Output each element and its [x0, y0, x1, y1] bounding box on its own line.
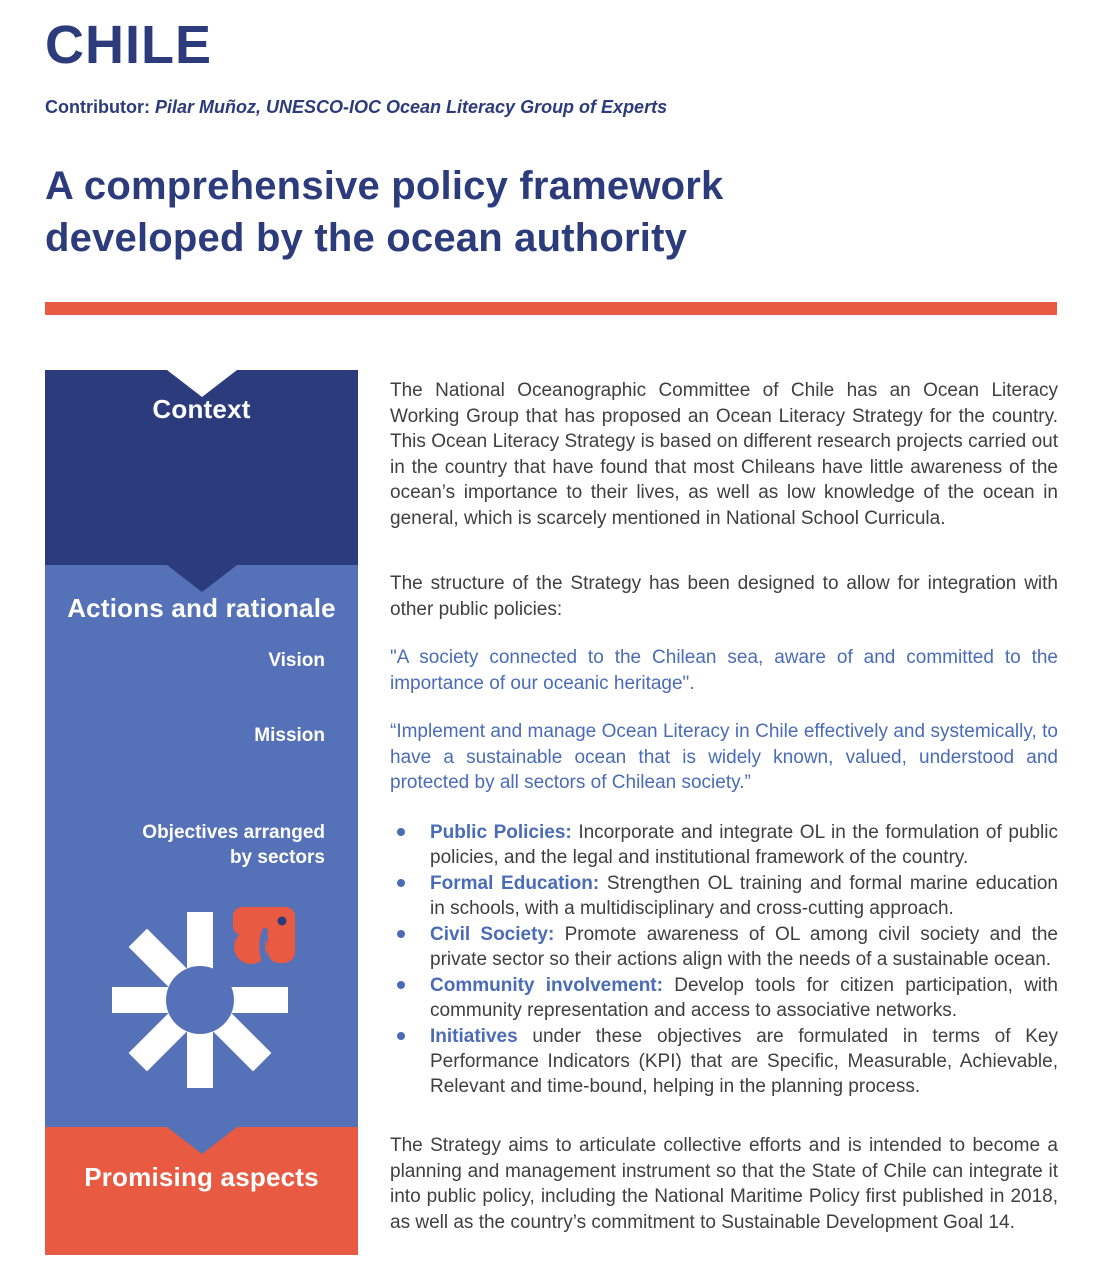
objective-lead: Initiatives — [430, 1026, 518, 1047]
chevron-down-icon — [167, 1127, 237, 1154]
objective-text: Incorporate and integrate OL in the formulation of public policies, and the legal and institutional framework of the country. — [430, 822, 1058, 868]
list-item — [390, 922, 1058, 972]
objective-text: Develop tools for citizen participation, with community representation and access to associative networks. — [430, 975, 1058, 1021]
contributor-name: Pilar Muñoz, UNESCO-IOC Ocean Literacy Group of Experts — [154, 97, 668, 117]
bullet-icon — [397, 930, 405, 938]
page-title — [45, 160, 905, 264]
vision-label: Vision — [268, 650, 325, 671]
objectives-list — [390, 820, 1058, 1100]
objective-text: Promote awareness of OL among civil society and the private sector so their actions align with the needs of a sustainable ocean. — [430, 924, 1058, 970]
list-item — [390, 1024, 1058, 1099]
contributor-line — [45, 97, 667, 118]
country-title: CHILE — [45, 15, 212, 75]
mission-label: Mission — [254, 725, 325, 746]
chevron-down-icon — [167, 370, 237, 397]
bullet-icon — [397, 981, 405, 989]
structure-paragraph: The structure of the Strategy has been designed to allow for integration with other public policies: — [390, 573, 1058, 620]
objective-text: Strengthen OL training and formal marine education in schools, with a multidisciplinary and cross-cutting approach. — [430, 873, 1058, 919]
objective-lead: Formal Education: — [430, 873, 600, 894]
bullet-icon — [397, 879, 405, 887]
objectives-label: Objectives arranged by sectors — [142, 822, 325, 868]
objective-lead: Public Policies: — [430, 822, 572, 843]
asterisk-flower-logo-icon — [100, 895, 300, 1095]
sidebar-section-promising — [45, 1127, 358, 1255]
bullet-icon — [397, 828, 405, 836]
objective-lead: Civil Society: — [430, 924, 555, 945]
list-item — [390, 820, 1058, 870]
context-paragraph: The National Oceanographic Committee of Chile has an Ocean Literacy Working Group that has proposed an Ocean Literacy Strategy for the country. This Ocean Literacy Strategy is based on different research projects carried out in the country that have found that most Chileans have little awareness of the ocean’s importance to their lives, as well as low knowledge of the ocean in general, which is scarcely mentioned in National School Curricula. — [390, 380, 1058, 529]
orange-creature-icon — [233, 907, 295, 965]
chevron-down-icon — [167, 565, 237, 592]
list-item — [390, 871, 1058, 921]
page-title-line1: A comprehensive policy framework — [45, 164, 724, 208]
sidebar-section-actions — [45, 565, 358, 1127]
sidebar — [45, 370, 358, 1255]
bullet-icon — [397, 1032, 405, 1040]
list-item — [390, 973, 1058, 1023]
orange-divider-bar — [45, 302, 1057, 315]
context-section-label: Context — [152, 394, 251, 424]
objective-lead: Community involvement: — [430, 975, 663, 996]
promising-section-label: Promising aspects — [84, 1162, 319, 1192]
objective-text: under these objectives are formulated in terms of Key Performance Indicators (KPI) that are Specific, Measurable, Achievable, Relevant and time-bound, helping in the planning process. — [430, 1026, 1058, 1097]
page-title-line2: developed by the ocean authority — [45, 216, 688, 260]
promising-paragraph: The Strategy aims to articulate collective efforts and is intended to become a planning and management instrument so that the State of Chile can integrate it into public policy, including the National Maritime Policy first published in 2018, as well as the country’s commitment to Sustainable Development Goal 14. — [390, 1135, 1058, 1233]
contributor-label: Contributor: — [45, 97, 150, 117]
vision-quote: "A society connected to the Chilean sea, aware of and committed to the importance of our oceanic heritage". — [390, 647, 1058, 694]
sidebar-section-context — [45, 370, 358, 565]
actions-section-label: Actions and rationale — [67, 593, 336, 623]
mission-quote: “Implement and manage Ocean Literacy in Chile effectively and systemically, to have a sustainable ocean that is widely known, valued, understood and protected by all sectors of Chilean society.” — [390, 721, 1058, 793]
